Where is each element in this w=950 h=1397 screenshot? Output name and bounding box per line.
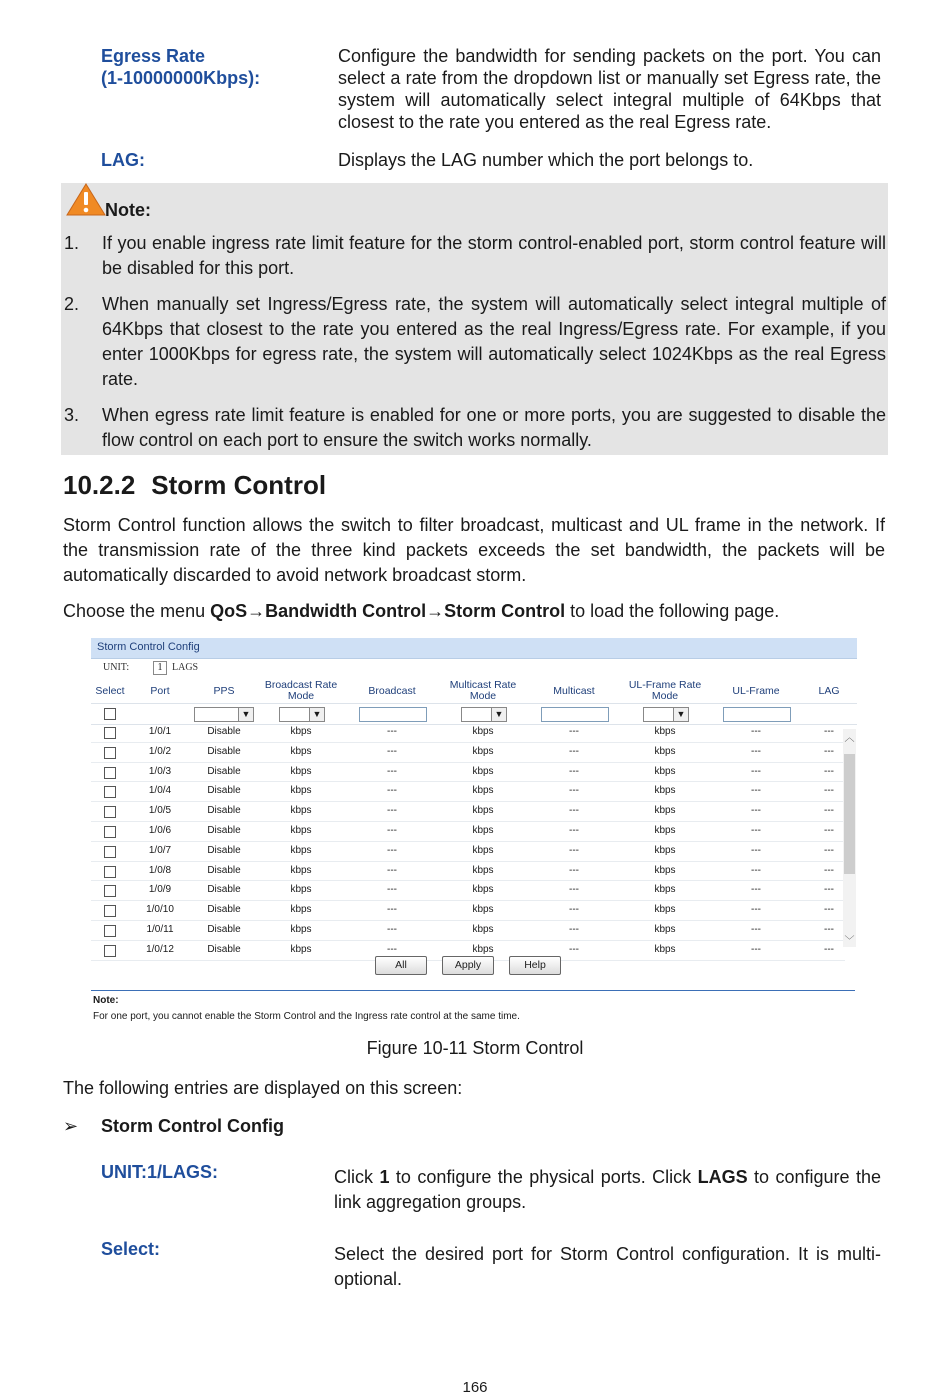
cell-b: --- — [387, 923, 397, 935]
cell-u: --- — [751, 844, 761, 856]
col-multicast-mode: Multicast Rate Mode — [449, 679, 517, 702]
cell-m: --- — [569, 864, 579, 876]
cell-port: 1/0/10 — [146, 904, 174, 916]
col-ulframe-mode: UL-Frame Rate Mode — [628, 679, 702, 702]
chevron-up-icon[interactable]: ︿ — [844, 733, 855, 744]
cell-umode: kbps — [654, 904, 676, 916]
apply-button[interactable]: Apply — [442, 956, 494, 975]
cell-bmode: kbps — [290, 844, 312, 856]
cell-port: 1/0/3 — [148, 765, 172, 777]
cell-lag: --- — [824, 765, 834, 777]
section-heading: 10.2.2 Storm Control — [63, 470, 327, 500]
cell-port: 1/0/7 — [148, 844, 172, 856]
row-select-checkbox[interactable] — [104, 925, 116, 937]
cell-port: 1/0/5 — [148, 805, 172, 817]
cell-mmode: kbps — [472, 824, 494, 836]
cell-port: 1/0/1 — [148, 726, 172, 737]
cell-mmode: kbps — [472, 765, 494, 777]
cell-lag: --- — [824, 745, 834, 757]
cell-mmode: kbps — [472, 805, 494, 817]
cell-bmode: kbps — [290, 864, 312, 876]
cell-umode: kbps — [654, 805, 676, 817]
help-button[interactable]: Help — [509, 956, 561, 975]
table-row[interactable] — [91, 743, 845, 763]
cell-b: --- — [387, 785, 397, 797]
menu-path-line: Choose the menu QoS→Bandwidth Control→Storm Control to load the following page. — [63, 601, 780, 621]
lags-link[interactable]: LAGS — [172, 662, 199, 673]
unit-row — [91, 659, 857, 679]
cell-pps: Disable — [207, 824, 241, 836]
cell-pps: Disable — [207, 864, 241, 876]
port-table-body — [91, 723, 845, 961]
cell-port: 1/0/4 — [148, 785, 172, 797]
cell-u: --- — [751, 726, 761, 737]
col-broadcast-mode: Broadcast Rate Mode — [264, 679, 338, 702]
cell-lag: --- — [824, 864, 834, 876]
cell-mmode: kbps — [472, 726, 494, 737]
cell-b: --- — [387, 844, 397, 856]
cell-bmode: kbps — [290, 923, 312, 935]
row-select-checkbox[interactable] — [104, 846, 116, 858]
cell-port: 1/0/11 — [146, 923, 174, 935]
unit-label: UNIT: — [103, 662, 130, 673]
cell-bmode: kbps — [290, 904, 312, 916]
cell-m: --- — [569, 785, 579, 797]
cell-lag: --- — [824, 943, 834, 955]
cell-m: --- — [569, 844, 579, 856]
figure-caption: Figure 10-11 Storm Control — [366, 1038, 584, 1058]
row-select-checkbox[interactable] — [104, 767, 116, 779]
table-row[interactable] — [91, 822, 845, 842]
filter-row — [91, 703, 857, 725]
table-row[interactable] — [91, 901, 845, 921]
cell-b: --- — [387, 943, 397, 955]
select-term: Select: — [101, 1239, 161, 1259]
cell-lag: --- — [824, 884, 834, 896]
cell-port: 1/0/8 — [148, 864, 172, 876]
cell-pps: Disable — [207, 726, 241, 737]
broadcast-mode-select[interactable] — [279, 707, 325, 722]
cell-m: --- — [569, 726, 579, 737]
cell-umode: kbps — [654, 765, 676, 777]
select-desc: Select the desired port for Storm Control configuration. It is multi-optional. — [334, 1244, 881, 1289]
select-all-checkbox[interactable] — [104, 708, 116, 720]
table-row[interactable] — [91, 782, 845, 802]
egress-rate-desc: Configure the bandwidth for sending packets on the port. You can select a rate from the dropdown list or manually set Egress rate, the system will automatically select integral multiple of 64Kbps that closest to the rate you entered as the real Egress rate. — [338, 46, 881, 132]
cell-m: --- — [569, 765, 579, 777]
cell-b: --- — [387, 805, 397, 817]
cell-lag: --- — [824, 844, 834, 856]
cell-b: --- — [387, 824, 397, 836]
cell-b: --- — [387, 745, 397, 757]
cell-pps: Disable — [207, 943, 241, 955]
table-row[interactable] — [91, 881, 845, 901]
cell-m: --- — [569, 805, 579, 817]
cell-mmode: kbps — [472, 745, 494, 757]
cell-mmode: kbps — [472, 904, 494, 916]
row-select-checkbox[interactable] — [104, 727, 116, 739]
unit-lags-term: UNIT:1/LAGS: — [101, 1162, 218, 1182]
intro-paragraph: Storm Control function allows the switch to filter broadcast, multicast and UL frame in the network. If the transmission rate of the three kind packets exceeds the set bandwidth, the packets will be automatically discarded to avoid network broadcast storm. — [63, 515, 885, 585]
entries-intro: The following entries are displayed on this screen: — [63, 1078, 463, 1098]
multicast-input[interactable] — [541, 707, 609, 722]
note-item: 1. If you enable ingress rate limit feature for the storm control-enabled port, storm control feature will be disabled for this port. — [64, 233, 886, 278]
row-select-checkbox[interactable] — [104, 806, 116, 818]
cell-bmode: kbps — [290, 726, 312, 737]
cell-pps: Disable — [207, 884, 241, 896]
cell-u: --- — [751, 864, 761, 876]
row-select-checkbox[interactable] — [104, 885, 116, 897]
cell-u: --- — [751, 943, 761, 955]
divider — [91, 990, 855, 991]
col-select: Select — [95, 684, 125, 697]
cell-mmode: kbps — [472, 943, 494, 955]
cell-umode: kbps — [654, 923, 676, 935]
chevron-down-icon: ▼ — [238, 708, 253, 721]
cell-mmode: kbps — [472, 923, 494, 935]
cell-u: --- — [751, 884, 761, 896]
cell-umode: kbps — [654, 785, 676, 797]
cell-b: --- — [387, 726, 397, 737]
table-row[interactable] — [91, 921, 845, 941]
cell-lag: --- — [824, 785, 834, 797]
row-select-checkbox[interactable] — [104, 945, 116, 957]
column-headers — [91, 679, 857, 703]
cell-port: 1/0/12 — [146, 943, 174, 955]
cell-umode: kbps — [654, 726, 676, 737]
cell-port: 1/0/9 — [148, 884, 172, 896]
chevron-down-icon: ▼ — [309, 708, 324, 721]
lag-desc: Displays the LAG number which the port belongs to. — [338, 150, 754, 170]
cell-umode: kbps — [654, 745, 676, 757]
cell-m: --- — [569, 923, 579, 935]
table-scrollbar[interactable] — [843, 729, 856, 947]
panel-header: Storm Control Config — [91, 638, 857, 659]
cell-bmode: kbps — [290, 805, 312, 817]
unit-1-link[interactable]: 1 — [153, 661, 167, 675]
row-select-checkbox[interactable] — [104, 826, 116, 838]
page-number: 166 — [462, 1379, 488, 1396]
table-row[interactable] — [91, 842, 845, 862]
cell-m: --- — [569, 943, 579, 955]
cell-port: 1/0/2 — [148, 745, 172, 757]
cell-b: --- — [387, 904, 397, 916]
pps-select[interactable] — [194, 707, 254, 722]
cell-u: --- — [751, 923, 761, 935]
cell-b: --- — [387, 765, 397, 777]
cell-m: --- — [569, 884, 579, 896]
table-row[interactable] — [91, 723, 845, 743]
table-row[interactable] — [91, 763, 845, 783]
cell-umode: kbps — [654, 884, 676, 896]
cell-bmode: kbps — [290, 745, 312, 757]
col-lag: LAG — [818, 684, 840, 697]
storm-control-screenshot — [91, 638, 857, 1026]
ulframe-mode-select[interactable] — [643, 707, 689, 722]
cell-u: --- — [751, 904, 761, 916]
ulframe-input[interactable] — [723, 707, 791, 722]
col-pps: PPS — [213, 684, 235, 697]
cell-umode: kbps — [654, 844, 676, 856]
screenshot-note-title: Note: — [93, 995, 119, 1006]
cell-b: --- — [387, 884, 397, 896]
egress-rate-term: Egress Rate (1-10000000Kbps): — [101, 46, 261, 88]
chevron-down-icon: ▼ — [673, 708, 688, 721]
cell-u: --- — [751, 745, 761, 757]
multicast-mode-select[interactable] — [461, 707, 507, 722]
cell-pps: Disable — [207, 785, 241, 797]
note-item: 3. When egress rate limit feature is enabled for one or more ports, you are suggested to disable the flow control on each port to ensure the switch works normally. — [64, 405, 886, 450]
scrollbar-thumb[interactable] — [844, 754, 855, 874]
bullet-arrow-icon: ➢ — [63, 1116, 79, 1136]
note-list — [64, 231, 886, 464]
cell-bmode: kbps — [290, 943, 312, 955]
broadcast-input[interactable] — [359, 707, 427, 722]
table-row[interactable] — [91, 862, 845, 882]
cell-pps: Disable — [207, 923, 241, 935]
note-item: 2. When manually set Ingress/Egress rate, the system will automatically select integral multiple of 64Kbps that closest to the rate you entered as the real Ingress/Egress rate. For example, if you enter 1000Kbps for egress rate, the system will automatically select 1024Kbps as the real Egress rate. — [64, 294, 886, 389]
cell-mmode: kbps — [472, 844, 494, 856]
col-port: Port — [150, 684, 170, 697]
cell-bmode: kbps — [290, 824, 312, 836]
cell-m: --- — [569, 904, 579, 916]
row-select-checkbox[interactable] — [104, 866, 116, 878]
cell-mmode: kbps — [472, 864, 494, 876]
cell-umode: kbps — [654, 864, 676, 876]
cell-u: --- — [751, 785, 761, 797]
cell-u: --- — [751, 824, 761, 836]
cell-pps: Disable — [207, 844, 241, 856]
subsection-title: ➢ Storm Control Config — [63, 1116, 284, 1136]
cell-umode: kbps — [654, 824, 676, 836]
col-ulframe: UL-Frame — [732, 684, 780, 697]
note-title: Note: — [105, 200, 151, 220]
cell-lag: --- — [824, 824, 834, 836]
table-row[interactable] — [91, 802, 845, 822]
cell-bmode: kbps — [290, 884, 312, 896]
cell-pps: Disable — [207, 904, 241, 916]
cell-lag: --- — [824, 805, 834, 817]
chevron-down-icon[interactable]: ﹀ — [844, 936, 855, 947]
cell-u: --- — [751, 805, 761, 817]
cell-m: --- — [569, 824, 579, 836]
cell-u: --- — [751, 765, 761, 777]
col-broadcast: Broadcast — [368, 684, 416, 697]
unit-lags-desc: Click 1 to configure the physical ports. Click LAGS to configure the link aggregation groups. — [334, 1167, 882, 1212]
all-button[interactable]: All — [375, 956, 427, 975]
cell-mmode: kbps — [472, 785, 494, 797]
col-multicast: Multicast — [553, 684, 595, 697]
cell-lag: --- — [824, 726, 834, 737]
row-select-checkbox[interactable] — [104, 905, 116, 917]
cell-b: --- — [387, 864, 397, 876]
cell-bmode: kbps — [290, 785, 312, 797]
cell-mmode: kbps — [472, 884, 494, 896]
cell-lag: --- — [824, 923, 834, 935]
cell-pps: Disable — [207, 745, 241, 757]
chevron-down-icon: ▼ — [491, 708, 506, 721]
cell-bmode: kbps — [290, 765, 312, 777]
cell-lag: --- — [824, 904, 834, 916]
cell-m: --- — [569, 745, 579, 757]
cell-pps: Disable — [207, 805, 241, 817]
screenshot-note-text: For one port, you cannot enable the Storm Control and the Ingress rate control at the same time. — [93, 1011, 520, 1022]
row-select-checkbox[interactable] — [104, 786, 116, 798]
row-select-checkbox[interactable] — [104, 747, 116, 759]
lag-term: LAG: — [101, 150, 145, 170]
cell-port: 1/0/6 — [148, 824, 172, 836]
cell-umode: kbps — [654, 943, 676, 955]
warning-icon — [66, 183, 106, 217]
cell-pps: Disable — [207, 765, 241, 777]
